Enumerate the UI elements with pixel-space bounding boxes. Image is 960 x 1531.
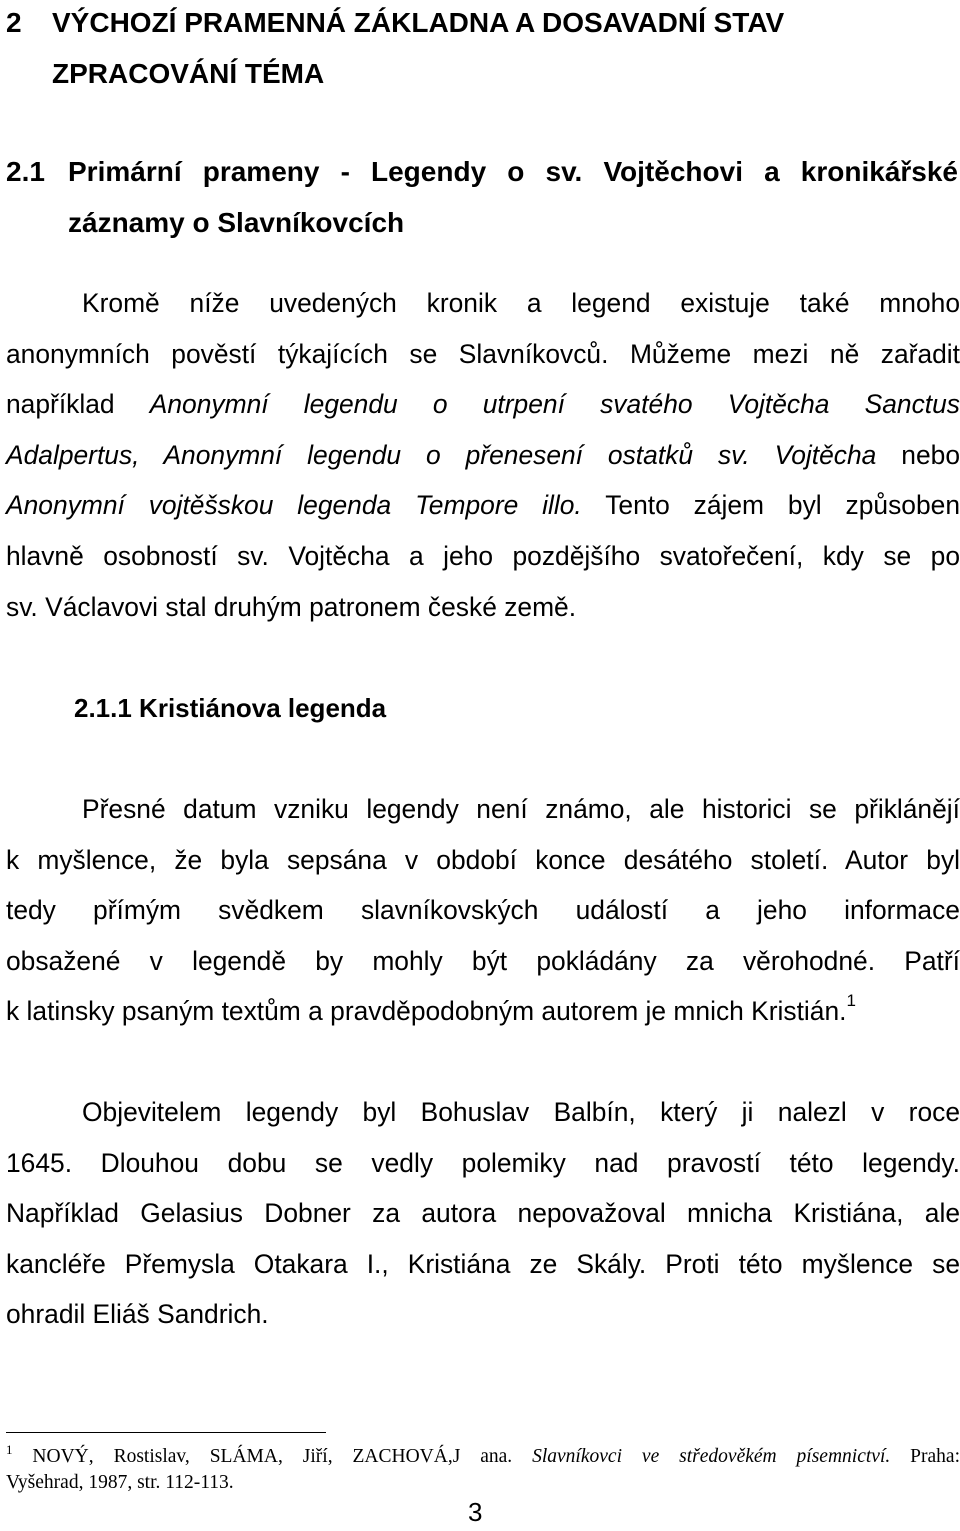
footnote-place: Praha: <box>890 1446 960 1467</box>
italic-legend-title: Adalpertus, Anonymní legendu o přenesení ostatků sv. Vojtěcha <box>6 439 877 470</box>
kristian-paragraph-1 <box>6 784 960 1037</box>
footnote-line <box>6 1444 960 1470</box>
italic-legend-title: Anonymní legendu o utrpení svatého Vojtěcha Sanctus <box>149 389 960 420</box>
footnote-line: Vyšehrad, 1987, str. 112-113. <box>6 1472 234 1493</box>
paragraph-line <box>6 480 960 531</box>
paragraph-line: Objevitelem legendy byl Bohuslav Balbín, který ji nalezl v roce <box>82 1097 960 1127</box>
italic-legend-title: Anonymní vojtěšskou legenda Tempore illo. <box>6 490 582 521</box>
paragraph-line: hlavně osobností sv. Vojtěcha a jeho pozdějšího svatořečení, kdy se po <box>6 540 960 571</box>
section-number: 2.1 <box>6 156 45 187</box>
intro-paragraph <box>6 278 960 632</box>
section-title-line2: záznamy o Slavníkovcích <box>68 207 405 238</box>
paragraph-line: Například Gelasius Dobner za autora nepovažoval mnicha Kristiána, ale <box>6 1198 960 1229</box>
paragraph-line: kancléře Přemysla Otakara I., Kristiána ze Skály. Proti této myšlence se <box>6 1248 960 1279</box>
footnote-separator <box>6 1432 326 1433</box>
paragraph-line: tedy přímým svědkem slavníkovských událostí a jeho informace <box>6 895 960 926</box>
text-run: k latinsky psaným textům a pravděpodobným autorem je mnich Kristián. <box>6 996 847 1027</box>
kristian-paragraph-2 <box>6 1087 960 1340</box>
section-title-line1: Primární prameny - Legendy o sv. Vojtěchovi a kronikářské <box>68 156 958 187</box>
paragraph-line: Přesné datum vzniku legendy není známo, ale historici se přiklánějí <box>82 794 960 824</box>
text-run: například <box>6 389 150 420</box>
subsection-heading: 2.1.1 Kristiánova legenda <box>74 693 387 723</box>
footnote-reference: 1 <box>846 991 856 1011</box>
text-run: Tento zájem byl způsoben <box>581 490 960 521</box>
chapter-number: 2 <box>6 7 22 38</box>
paragraph-line: k myšlence, že byla sepsána v období konce desátého století. Autor byl <box>6 844 960 875</box>
paragraph-line: 1645. Dlouhou dobu se vedly polemiky nad pravostí této legendy. <box>6 1147 960 1178</box>
chapter-title-line1: VÝCHOZÍ PRAMENNÁ ZÁKLADNA A DOSAVADNÍ STAV <box>52 7 785 38</box>
paragraph-line: obsažené v legendě by mohly být pokládány za věrohodné. Patří <box>6 945 960 976</box>
footnote-marker: 1 <box>6 1442 13 1457</box>
paragraph-line <box>6 379 960 430</box>
footnote-book-title: Slavníkovci ve středověkém písemnictví. <box>532 1446 891 1467</box>
paragraph-line: ohradil Eliáš Sandrich. <box>6 1299 269 1330</box>
page-number: 3 <box>468 1497 483 1527</box>
chapter-title-line2: ZPRACOVÁNÍ TÉMA <box>52 58 325 89</box>
footnote <box>6 1444 960 1496</box>
paragraph-line: anonymních pověstí týkajících se Slavníkovců. Můžeme mezi ně zařadit <box>6 338 960 369</box>
footnote-authors: NOVÝ, Rostislav, SLÁMA, Jiří, ZACHOVÁ,J ana. <box>12 1446 533 1467</box>
text-run: nebo <box>876 439 960 470</box>
paragraph-line: sv. Václavovi stal druhým patronem české země. <box>6 591 577 622</box>
paragraph-line <box>6 986 960 1037</box>
paragraph-line <box>6 430 960 481</box>
paragraph-line: Kromě níže uvedených kronik a legend existuje také mnoho <box>82 288 960 318</box>
